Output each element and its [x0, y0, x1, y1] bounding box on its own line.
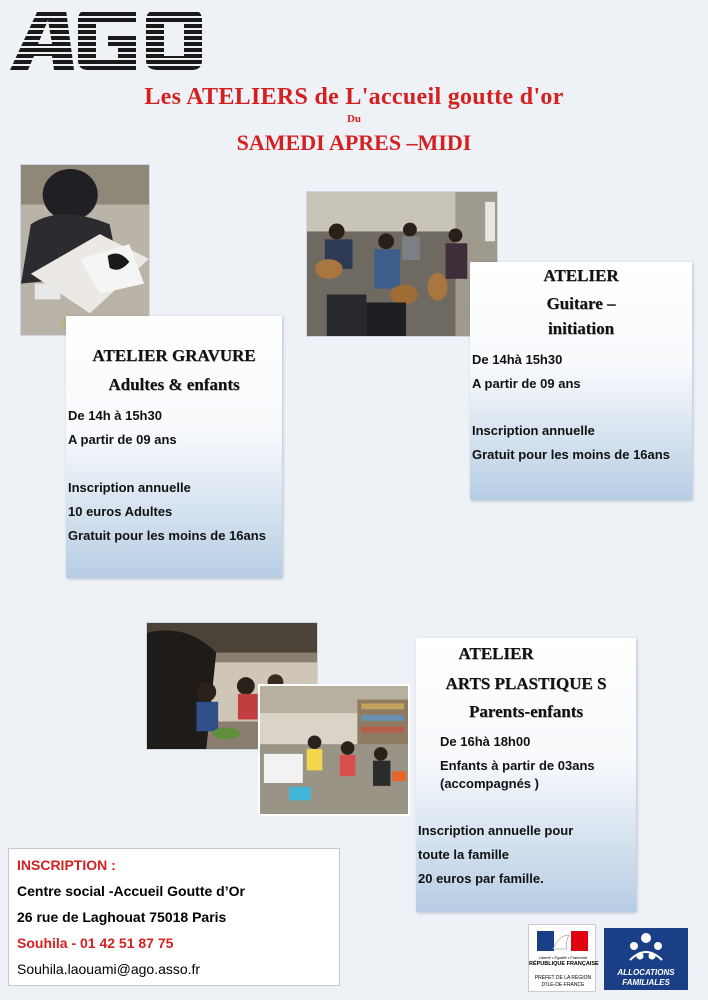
caf-text-2: FAMILIALES — [622, 978, 670, 987]
caf-text-1: ALLOCATIONS — [617, 968, 675, 977]
atelier-gravure-card — [66, 316, 282, 578]
page-title: Les ATELIERS de L'accueil goutte d'or — [144, 84, 564, 110]
ago-logo — [8, 6, 204, 72]
card-subheading: ARTS PLASTIQUE S — [445, 674, 607, 693]
card-subheading: initiation — [547, 319, 615, 338]
caf-family-icon — [604, 930, 688, 966]
card-line: A partir de 09 ans — [472, 376, 581, 391]
arts-photo-2 — [258, 684, 410, 816]
card-heading: ATELIER — [458, 644, 534, 663]
card-subheading: Adultes & enfants — [108, 375, 240, 394]
inscription-email[interactable]: Souhila.laouami@ago.asso.fr — [17, 961, 201, 977]
prefet-text-2: D'ILE-DE-FRANCE — [541, 982, 585, 988]
inscription-label: INSCRIPTION : — [17, 857, 116, 873]
inscription-center: Centre social -Accueil Goutte d’Or — [17, 883, 245, 899]
title-connector: Du — [346, 113, 362, 125]
card-heading: ATELIER GRAVURE — [92, 346, 256, 365]
card-subheading: Parents-enfants — [469, 702, 583, 721]
card-line: 20 euros par famille. — [418, 871, 544, 886]
card-line: De 16hà 18h00 — [440, 734, 531, 749]
card-line: De 14h à 15h30 — [68, 408, 162, 423]
card-subheading: Guitare – — [546, 294, 616, 313]
gravure-photo — [20, 164, 150, 336]
card-line: toute la famille — [418, 847, 510, 862]
atelier-arts-card — [416, 638, 636, 912]
card-line: Inscription annuelle — [68, 480, 191, 495]
card-line: Gratuit pour les moins de 16ans — [472, 447, 670, 462]
card-heading: ATELIER — [543, 266, 619, 285]
prefet-logo — [528, 924, 599, 992]
card-line: De 14hà 15h30 — [472, 352, 563, 367]
card-line: (accompagnés ) — [440, 776, 539, 791]
atelier-guitare-card — [470, 262, 692, 500]
inscription-contact: Souhila - 01 42 51 87 75 — [17, 935, 174, 951]
republique-text: RÉPUBLIQUE FRANÇAISE — [529, 961, 599, 967]
card-line: Gratuit pour les moins de 16ans — [68, 528, 266, 543]
caf-logo — [604, 928, 688, 990]
marianne-icon — [529, 929, 597, 953]
inscription-box — [8, 848, 340, 986]
card-line: A partir de 09 ans — [68, 432, 177, 447]
prefet-text-1: PRÉFET DE LA RÉGION — [534, 975, 592, 981]
card-line: Inscription annuelle pour — [418, 823, 574, 838]
card-line: 10 euros Adultes — [68, 504, 173, 519]
card-line: Enfants à partir de 03ans — [440, 758, 595, 773]
republique-motto: Liberté • Égalité • Fraternité — [538, 955, 588, 960]
page-subtitle: SAMEDI APRES –MIDI — [236, 130, 472, 155]
card-line: Inscription annuelle — [472, 423, 595, 438]
inscription-address: 26 rue de Laghouat 75018 Paris — [17, 909, 227, 925]
